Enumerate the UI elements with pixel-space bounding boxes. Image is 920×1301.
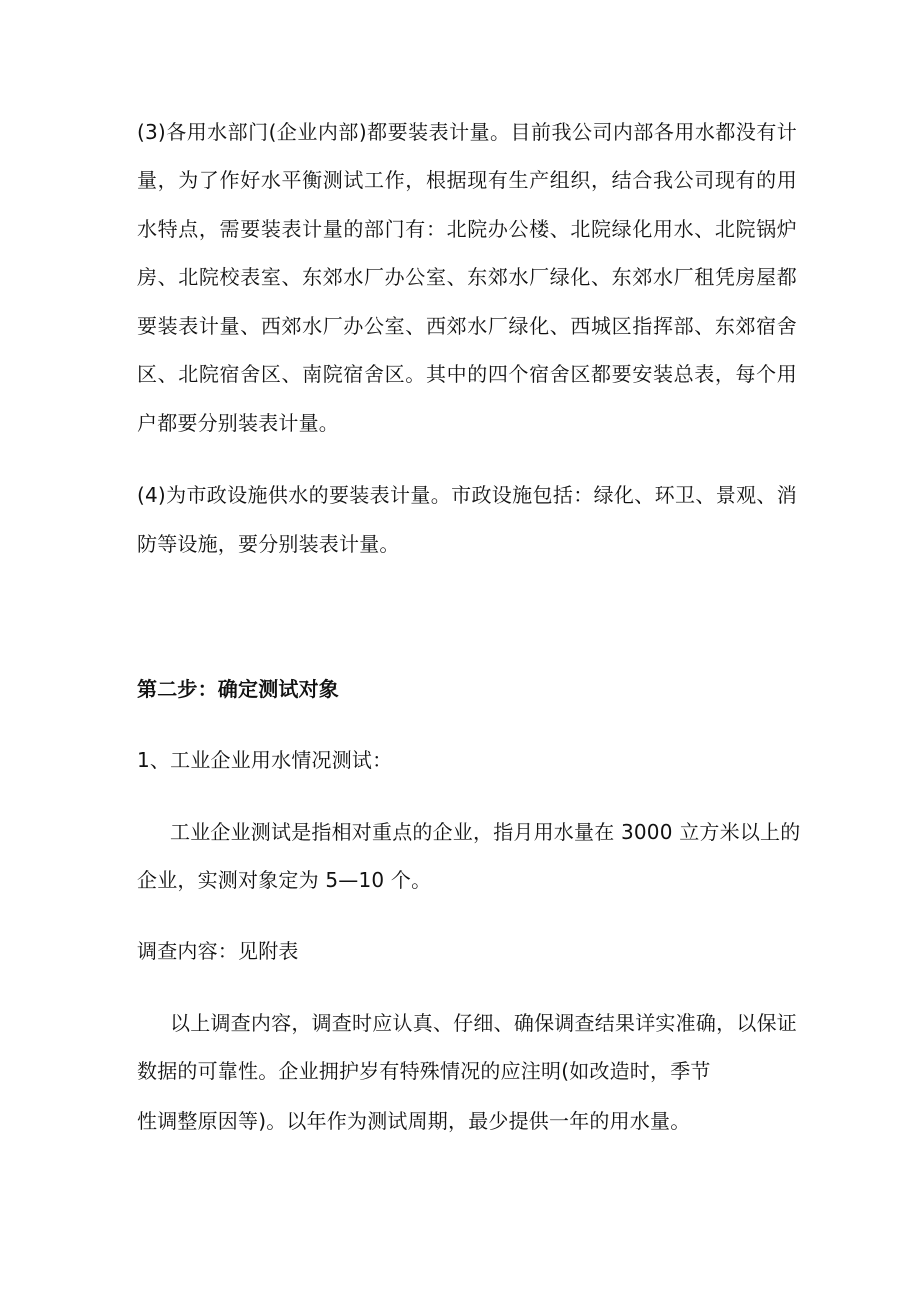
paragraph-3-line-7: 户都要分别装表计量。 [137,411,339,435]
item-1-body-line-2: 企业，实测对象定为 5—10 个。 [137,868,432,892]
section-heading: 第二步：确定测试对象 [137,677,339,701]
paragraph-3-line-2: 量，为了作好水平衡测试工作，根据现有生产组织，结合我公司现有的用 [137,168,797,192]
paragraph-4-line-1: (4)为市政设施供水的要装表计量。市政设施包括：绿化、环卫、景观、消 [137,483,797,507]
item-1-body-line-1: 工业企业测试是指相对重点的企业，指月用水量在 3000 立方米以上的 [170,820,801,844]
paragraph-3-line-4: 房、北院校表室、东郊水厂办公室、东郊水厂绿化、东郊水厂租凭房屋都 [137,265,797,289]
paragraph-3-line-6: 区、北院宿舍区、南院宿舍区。其中的四个宿舍区都要安装总表，每个用 [137,362,797,386]
item-1-title: 1、工业企业用水情况测试： [137,748,393,772]
survey-content-line: 调查内容：见附表 [137,939,299,963]
closing-line-2: 数据的可靠性。企业拥护岁有特殊情况的应注明(如改造时，季节 [137,1059,711,1083]
paragraph-3-line-1: (3)各用水部门(企业内部)都要装表计量。目前我公司内部各用水都没有计 [137,120,797,144]
paragraph-3-line-3: 水特点，需要装表计量的部门有：北院办公楼、北院绿化用水、北院锅炉 [137,217,797,241]
paragraph-4-line-2: 防等设施，要分别装表计量。 [137,532,400,556]
closing-line-1: 以上调查内容，调查时应认真、仔细、确保调查结果详实准确，以保证 [170,1011,797,1035]
closing-line-3: 性调整原因等)。以年作为测试周期，最少提供一年的用水量。 [137,1109,691,1133]
paragraph-3-line-5: 要装表计量、西郊水厂办公室、西郊水厂绿化、西城区指挥部、东郊宿舍 [137,314,797,338]
